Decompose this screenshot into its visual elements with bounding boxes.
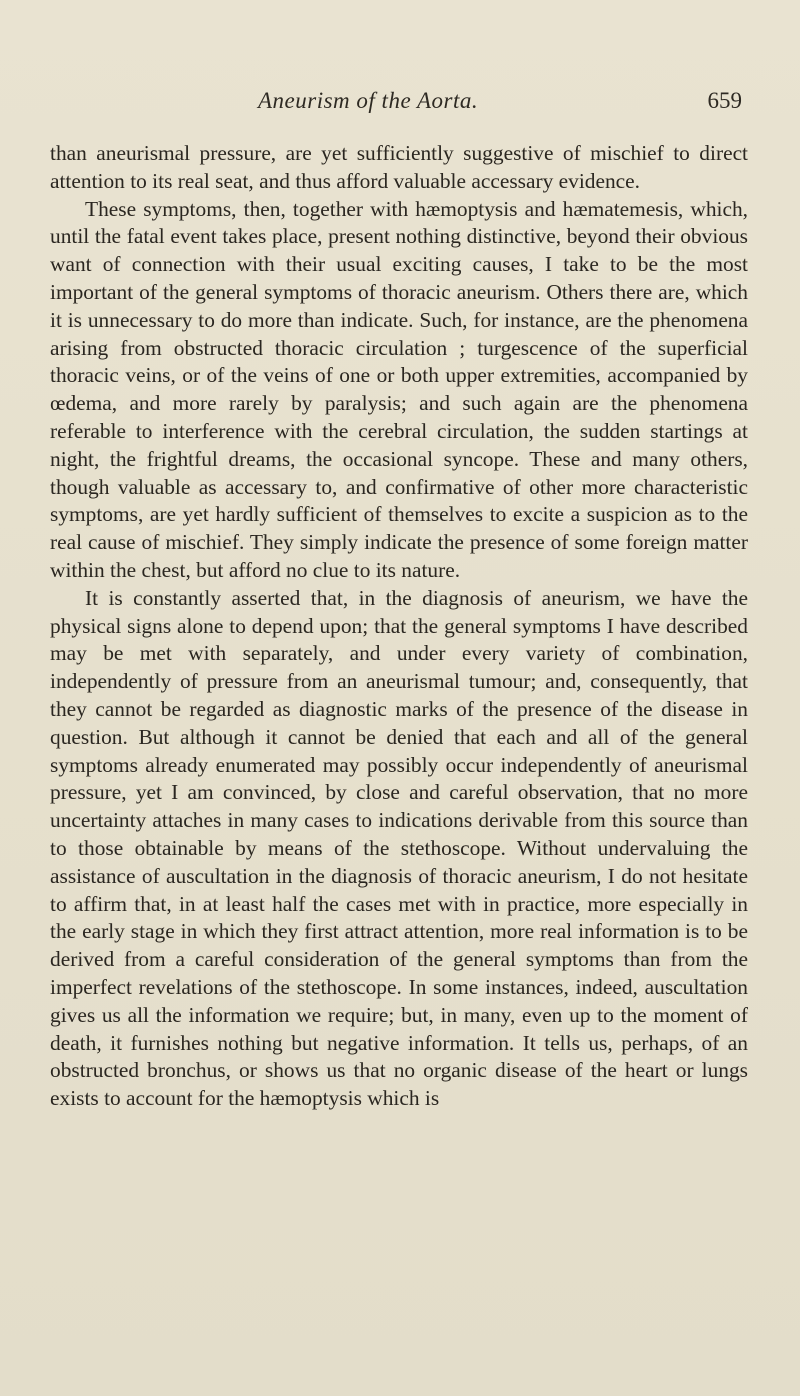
paragraph-continuation: than aneurismal pressure, are yet sufficiently suggestive of mischief to direct attention to its real seat, and thus afford valuable accessary evidence. bbox=[50, 141, 748, 193]
paragraph-symptoms: These symptoms, then, together with hæmoptysis and hæmatemesis, which, until the fatal event takes place, present nothing distinctive, beyond their obvious want of connection with their usual exciting causes, I take to be the most important of the general symptoms of thoracic aneurism. Others there are, which it is unnecessary to do more than indicate. Such, for instance, are the phenomena arising from obstructed thoracic circulation ; turgescence of the superficial thoracic veins, or of the veins of one or both upper extremities, accompanied by œdema, and more rarely by paralysis; and such again are the phenomena referable to interference with the cerebral circulation, the sudden startings at night, the frightful dreams, the occasional syncope. These and many others, though valuable as accessary to, and confirmative of other more characteristic symptoms, are yet hardly sufficient of themselves to excite a suspicion as to the real cause of mischief. They simply indicate the presence of some foreign matter within the chest, but afford no clue to its nature. bbox=[50, 196, 748, 582]
running-header bbox=[0, 88, 800, 124]
running-title: Aneurism of the Aorta. bbox=[258, 88, 479, 113]
paragraph-diagnosis: It is constantly asserted that, in the diagnosis of aneurism, we have the physical signs alone to depend upon; that the general symptoms I have described may be met with separately, and under every variety of combination, independently of pressure from an aneurismal tumour; and, consequently, that they cannot be regarded as diagnostic marks of the presence of the disease in question. But although it cannot be denied that each and all of the general symptoms already enumerated may possibly occur independently of aneurismal pressure, yet I am convinced, by close and careful observation, that no more uncertainty attaches in many cases to indications derivable from this source than to those obtainable by means of the stethoscope. Without undervaluing the assistance of auscultation in the diagnosis of thoracic aneurism, I do not hesitate to affirm that, in at least half the cases met with in practice, more especially in the early stage in which they first attract attention, more real information is to be derived from a careful consideration of the general symptoms than from the imperfect revelations of the stethoscope. In some instances, indeed, auscultation gives us all the information we require; but, in many, even up to the moment of death, it furnishes nothing but negative information. It tells us, perhaps, of an obstructed bronchus, or shows us that no organic disease of the heart or lungs exists to account for the hæmoptysis which is bbox=[50, 585, 748, 1111]
body-text bbox=[50, 140, 748, 1113]
page-number: 659 bbox=[707, 88, 742, 113]
